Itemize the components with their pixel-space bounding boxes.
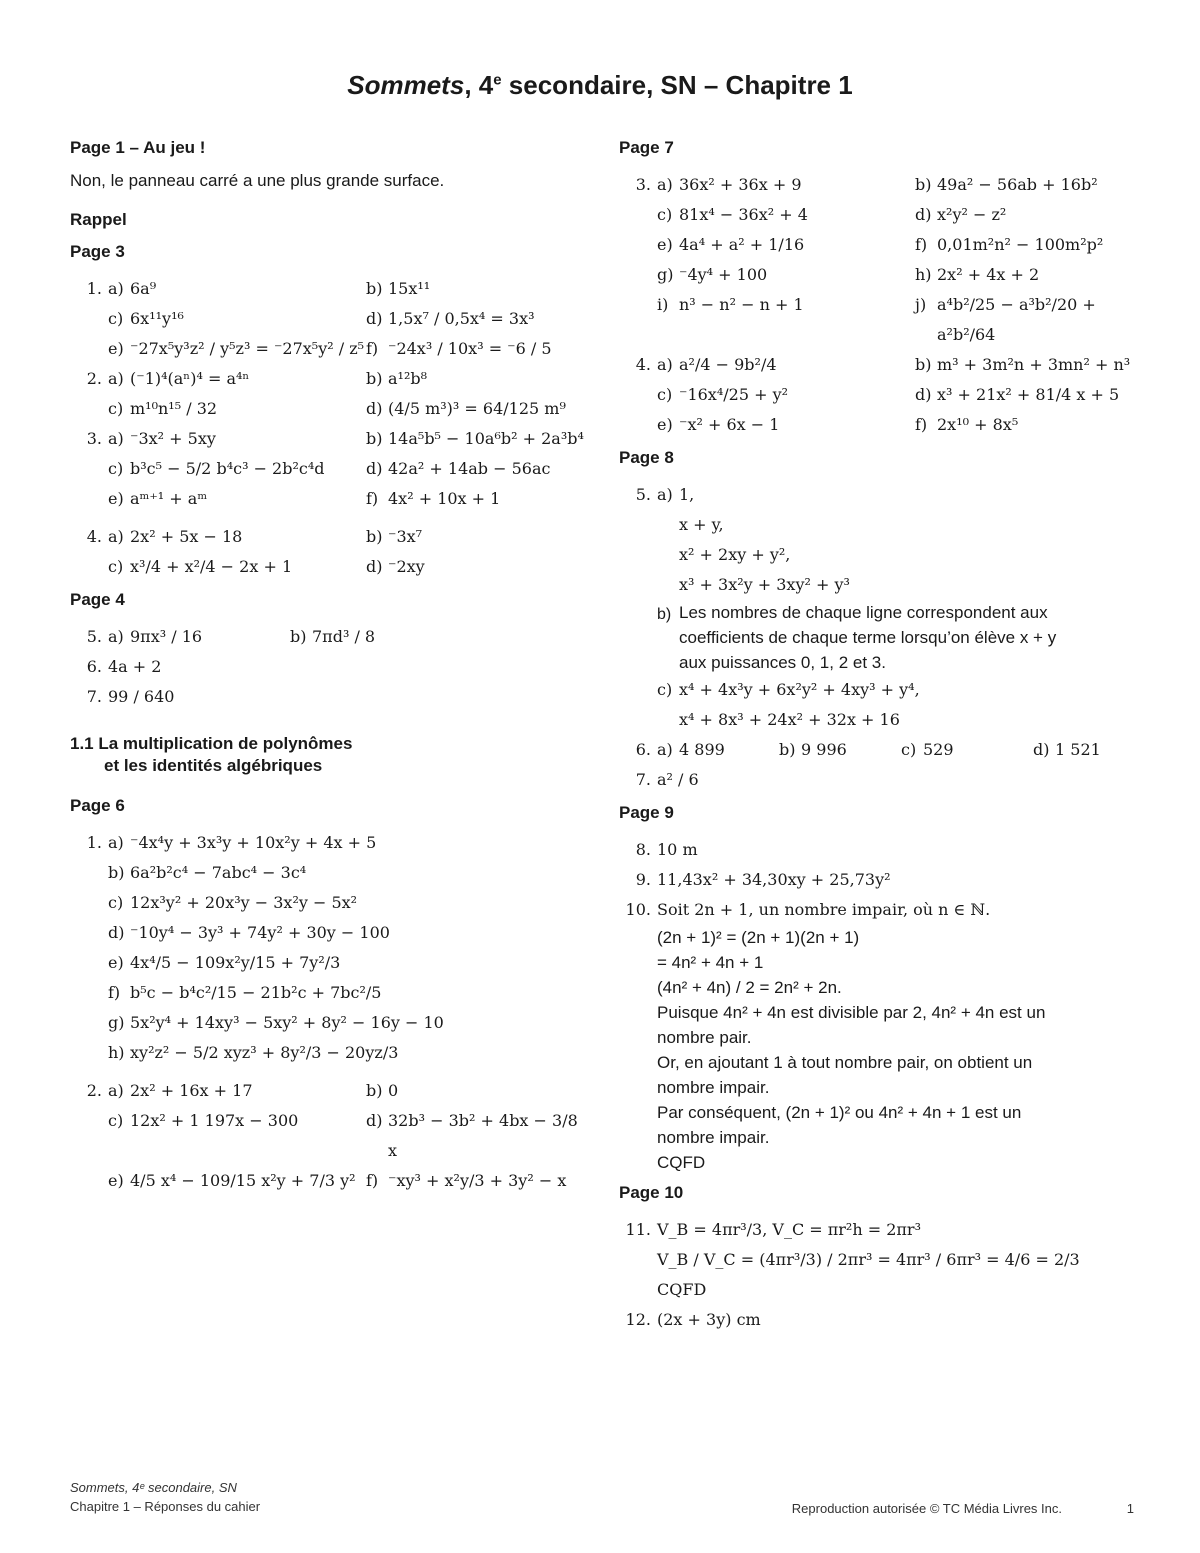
text-line: Par conséquent, (2n + 1)² ou 4n² + 4n + 1 est un [657, 1103, 1022, 1122]
answer-row: e) ⁻27x⁵y³z² / y⁵z³ = ⁻27x⁵y² / z⁵ f) ⁻24x³ / 10x³ = ⁻6 / 5 [70, 334, 590, 364]
text-line: V_B / V_C = (4πr³/3) / 2πr³ = 4πr³ / 6πr³ = 4/6 = 2/3 [657, 1250, 1080, 1269]
section-heading-2: et les identités algébriques [104, 756, 323, 775]
answer-a: a²/4 − 9b²/4 [679, 355, 777, 374]
answer-row: d) ⁻10y⁴ − 3y³ + 74y² + 30y − 100 [70, 918, 590, 948]
answer-a: 5x²y⁴ + 14xy³ − 5xy² + 8y² − 16y − 10 [130, 1013, 444, 1032]
answer-a: 36x² + 36x + 9 [679, 175, 802, 194]
text-line: x² + 2xy + y², [679, 545, 791, 564]
answer-a: 4/5 x⁴ − 109/15 x²y + 7/3 y² [130, 1171, 356, 1190]
text-line: nombre pair. [657, 1028, 752, 1047]
answer-b: 1,5x⁷ / 0,5x⁴ = 3x³ [388, 309, 535, 328]
text-line: nombre impair. [657, 1078, 770, 1097]
text-line: (2n + 1)² = (2n + 1)(2n + 1) [657, 928, 860, 947]
answer-b: ⁻xy³ + x²y/3 + 3y² − x [388, 1171, 567, 1190]
text-line: x + y, [679, 515, 724, 534]
answer-row: 3. a) 36x² + 36x + 9 b) 49a² − 56ab + 16b² [619, 170, 1149, 200]
text-line: coefficients de chaque terme lorsqu’on élève x + y [679, 628, 1057, 647]
answer-b: a¹²b⁸ [388, 369, 428, 388]
answer-a: 4x⁴/5 − 109x²y/15 + 7y²/3 [130, 953, 341, 972]
heading-page1: Page 1 – Au jeu ! [70, 138, 206, 157]
answer-a: ⁻x² + 6x − 1 [679, 415, 780, 434]
answer-row: e) aᵐ⁺¹ + aᵐ f) 4x² + 10x + 1 [70, 484, 590, 514]
answer-row: 8. 10 m [635, 840, 698, 859]
answer-row: h) xy²z² − 5/2 xyz³ + 8y²/3 − 20yz/3 [70, 1038, 590, 1068]
answer-b: ⁻24x³ / 10x³ = ⁻6 / 5 [388, 339, 552, 358]
footer-book: Sommets, 4ᵉ secondaire, SN [70, 1480, 237, 1495]
answer-b: 2x² + 4x + 2 [937, 265, 1040, 284]
answer-b: m³ + 3m²n + 3mn² + n³ [937, 355, 1131, 374]
answer-a: 6a²b²c⁴ − 7abc⁴ − 3c⁴ [130, 863, 307, 882]
answer-row: b) Les nombres de chaque ligne correspondent aux coefficients de chaque terme lorsqu’on élève x + y aux puissances 0, 1, 2 et 3. [619, 600, 1149, 675]
answer-row: e) 4a⁴ + a² + 1/16 f) 0,01m²n² − 100m²p² [619, 230, 1149, 260]
answer-row: 3. a) ⁻3x² + 5xy b) 14a⁵b⁵ − 10a⁶b² + 2a³b⁴ [70, 424, 590, 454]
answer-b: x²y² − z² [937, 205, 1007, 224]
answer-row: 9. 11,43x² + 34,30xy + 25,73y² [635, 870, 891, 889]
answer-row: 10. Soit 2n + 1, un nombre impair, où n ∈ ℕ. [625, 900, 991, 919]
footer-chapter: Chapitre 1 – Réponses du cahier [70, 1499, 261, 1514]
answer-b: 14a⁵b⁵ − 10a⁶b² + 2a³b⁴ [388, 429, 584, 448]
answer-b: (4/5 m³)³ = 64/125 m⁹ [388, 399, 566, 418]
answer-b: 4x² + 10x + 1 [388, 489, 501, 508]
answer-row: e) ⁻x² + 6x − 1 f) 2x¹⁰ + 8x⁵ [619, 410, 1149, 440]
answers-page3 [70, 274, 590, 514]
text-line: Les nombres de chaque ligne correspondent aux [679, 603, 1048, 622]
text-line: = 4n² + 4n + 1 [657, 953, 764, 972]
answers-page6-b [70, 1076, 590, 1196]
answer-row: c) b³c⁵ − 5/2 b⁴c³ − 2b²c⁴d d) 42a² + 14ab − 56ac [70, 454, 590, 484]
answer-a: x³/4 + x²/4 − 2x + 1 [130, 557, 293, 576]
answer-row: c) 6x¹¹y¹⁶ d) 1,5x⁷ / 0,5x⁴ = 3x³ [70, 304, 590, 334]
answer-a: 2x² + 16x + 17 [130, 1081, 253, 1100]
answer-b: ⁻3x⁷ [388, 527, 423, 546]
page-footer [70, 1480, 1134, 1514]
text-line: x⁴ + 8x³ + 24x² + 32x + 16 [679, 710, 900, 729]
answer-10-lines [657, 925, 1149, 1175]
answer-row: 1. a) 6a⁹ b) 15x¹¹ [70, 274, 590, 304]
answer-a: ⁻3x² + 5xy [130, 429, 216, 448]
answer-row: 4. a) 2x² + 5x − 18 b) ⁻3x⁷ [70, 522, 590, 552]
text-line: Puisque 4n² + 4n est divisible par 2, 4n² + 4n est un [657, 1003, 1046, 1022]
answer-row: f) b⁵c − b⁴c²/15 − 21b²c + 7bc²/5 [70, 978, 590, 1008]
heading-page7: Page 7 [619, 138, 674, 157]
text-line: aux puissances 0, 1, 2 et 3. [679, 653, 886, 672]
text-line: x³ + 3x²y + 3xy² + y³ [679, 575, 850, 594]
answer-row: g) ⁻4y⁴ + 100 h) 2x² + 4x + 2 [619, 260, 1149, 290]
answer-a: (⁻1)⁴(aⁿ)⁴ = a⁴ⁿ [130, 369, 250, 388]
answer-row: c) 81x⁴ − 36x² + 4 d) x²y² − z² [619, 200, 1149, 230]
answers-5a-lines [619, 510, 1149, 600]
heading-page8: Page 8 [619, 448, 674, 467]
answer-a: 12x² + 1 197x − 300 [130, 1111, 299, 1130]
page-title: Sommets, 4e secondaire, SN – Chapitre 1 [347, 70, 853, 100]
answer-a: ⁻4x⁴y + 3x³y + 10x²y + 4x + 5 [130, 833, 377, 852]
answer-row: c) 12x³y² + 20x³y − 3x²y − 5x² [70, 888, 590, 918]
heading-page4: Page 4 [70, 590, 125, 609]
left-column [70, 138, 590, 1196]
answer-a: ⁻27x⁵y³z² / y⁵z³ = ⁻27x⁵y² / z⁵ [130, 339, 365, 358]
answer-row: g) 5x²y⁴ + 14xy³ − 5xy² + 8y² − 16y − 10 [70, 1008, 590, 1038]
answer-row: 7. a² / 6 [635, 770, 699, 789]
answer-b: x³ + 21x² + 81/4 x + 5 [937, 385, 1120, 404]
answer-row: b) 6a²b²c⁴ − 7abc⁴ − 3c⁴ [70, 858, 590, 888]
answer-row: 2. a) (⁻1)⁴(aⁿ)⁴ = a⁴ⁿ b) a¹²b⁸ [70, 364, 590, 394]
heading-rappel: Rappel [70, 210, 127, 229]
answer-a: 81x⁴ − 36x² + 4 [679, 205, 808, 224]
answer-a: 12x³y² + 20x³y − 3x²y − 5x² [130, 893, 358, 912]
answer-a: aᵐ⁺¹ + aᵐ [130, 489, 208, 508]
answer-row: i) n³ − n² − n + 1 j) a⁴b²/25 − a³b²/20 + a²b²/64 [619, 290, 1149, 350]
text-line: CQFD [657, 1153, 706, 1172]
answer-a: b⁵c − b⁴c²/15 − 21b²c + 7bc²/5 [130, 983, 382, 1002]
answer-row: e) 4x⁴/5 − 109x²y/15 + 7y²/3 [70, 948, 590, 978]
answer-a: xy²z² − 5/2 xyz³ + 8y²/3 − 20yz/3 [130, 1043, 399, 1062]
answer-row: 6. a) 4 899 b) 9 996 c) 529 d) 1 521 [635, 740, 1101, 759]
answer-b: a⁴b²/25 − a³b²/20 + a²b²/64 [937, 295, 1096, 344]
text-line: nombre impair. [657, 1128, 770, 1147]
answers-page3-b [70, 522, 590, 582]
text-line: Or, en ajoutant 1 à tout nombre pair, on obtient un [657, 1053, 1033, 1072]
answer-row: c) x⁴ + 4x³y + 6x²y² + 4xy³ + y⁴, x⁴ + 8x³ + 24x² + 32x + 16 [619, 675, 1149, 735]
answer-a: 4a⁴ + a² + 1/16 [679, 235, 805, 254]
heading-page6: Page 6 [70, 796, 125, 815]
heading-page10: Page 10 [619, 1183, 684, 1202]
answer-row: 5. a) 9πx³ / 16 b) 7πd³ / 8 [86, 627, 376, 646]
heading-page3: Page 3 [70, 242, 125, 261]
answer-b: 2x¹⁰ + 8x⁵ [937, 415, 1019, 434]
answer-row: 5. a) 1, [635, 485, 695, 504]
answer-page1: Non, le panneau carré a une plus grande surface. [70, 171, 445, 190]
answer-row: 1. a) ⁻4x⁴y + 3x³y + 10x²y + 4x + 5 [70, 828, 590, 858]
answer-row: 7. 99 / 640 [86, 687, 175, 706]
answer-b: ⁻2xy [388, 557, 425, 576]
answer-a: ⁻10y⁴ − 3y³ + 74y² + 30y − 100 [130, 923, 390, 942]
answer-row: c) ⁻16x⁴/25 + y² d) x³ + 21x² + 81/4 x + 5 [619, 380, 1149, 410]
answer-a: ⁻4y⁴ + 100 [679, 265, 768, 284]
answer-row: c) 12x² + 1 197x − 300 d) 32b³ − 3b² + 4bx − 3/8 x [70, 1106, 590, 1166]
heading-page9: Page 9 [619, 803, 674, 822]
answer-11-lines [657, 1245, 1149, 1305]
answer-row: e) 4/5 x⁴ − 109/15 x²y + 7/3 y² f) ⁻xy³ + x²y/3 + 3y² − x [70, 1166, 590, 1196]
text-line: (4n² + 4n) / 2 = 2n² + 2n. [657, 978, 842, 997]
answer-row: 2. a) 2x² + 16x + 17 b) 0 [70, 1076, 590, 1106]
answer-a: m¹⁰n¹⁵ / 32 [130, 399, 218, 418]
page-number: 1 [1126, 1501, 1134, 1516]
answer-a: n³ − n² − n + 1 [679, 295, 804, 314]
answer-row: c) x³/4 + x²/4 − 2x + 1 d) ⁻2xy [70, 552, 590, 582]
answer-b: 32b³ − 3b² + 4bx − 3/8 x [388, 1111, 578, 1160]
answer-a: 2x² + 5x − 18 [130, 527, 243, 546]
answer-b: 15x¹¹ [388, 279, 431, 298]
answer-b: 49a² − 56ab + 16b² [937, 175, 1098, 194]
answer-5c-text [679, 675, 920, 735]
text-line: CQFD [657, 1280, 707, 1299]
section-heading: 1.1 La multiplication de polynômes [70, 734, 353, 753]
answer-row: 12. (2x + 3y) cm [625, 1310, 761, 1329]
answer-a: 6a⁹ [130, 279, 157, 298]
answer-a: ⁻16x⁴/25 + y² [679, 385, 789, 404]
answer-b: 42a² + 14ab − 56ac [388, 459, 551, 478]
answer-b: 0,01m²n² − 100m²p² [937, 235, 1104, 254]
right-column [619, 138, 1149, 1335]
answer-b: 0 [388, 1081, 399, 1100]
answer-a: 6x¹¹y¹⁶ [130, 309, 184, 328]
answer-row: 11. V_B = 4πr³/3, V_C = πr²h = 2πr³ [625, 1220, 921, 1239]
answer-row: c) m¹⁰n¹⁵ / 32 d) (4/5 m³)³ = 64/125 m⁹ [70, 394, 590, 424]
answer-row: 4. a) a²/4 − 9b²/4 b) m³ + 3m²n + 3mn² + n³ [619, 350, 1149, 380]
answers-page6 [70, 828, 590, 1068]
text-line: x⁴ + 4x³y + 6x²y² + 4xy³ + y⁴, [679, 680, 920, 699]
answers-page7 [619, 170, 1149, 440]
answer-row: 6. 4a + 2 [86, 657, 162, 676]
answer-5b-text [679, 600, 1056, 675]
answer-a: b³c⁵ − 5/2 b⁴c³ − 2b²c⁴d [130, 459, 325, 478]
footer-copyright: Reproduction autorisée © TC Média Livres Inc. [791, 1501, 1062, 1516]
